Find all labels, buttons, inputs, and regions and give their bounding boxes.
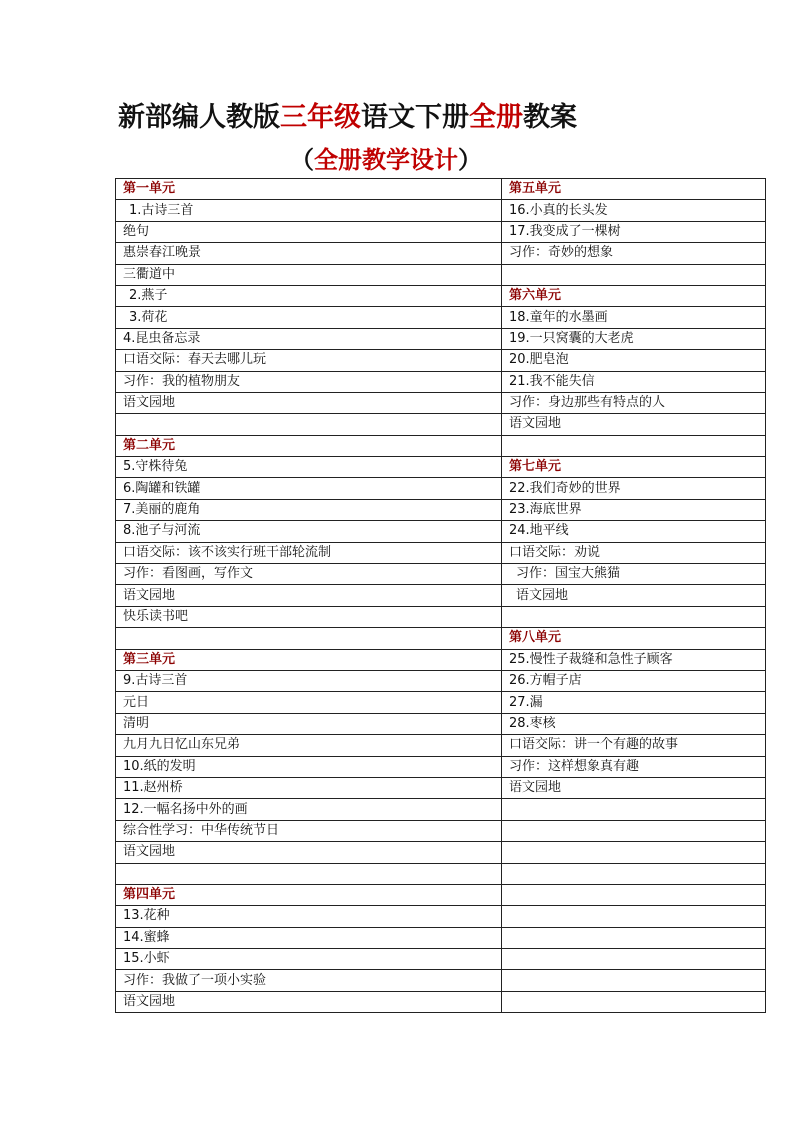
lesson-cell-left: 语文园地 bbox=[116, 991, 502, 1012]
table-row bbox=[116, 756, 766, 777]
table-row bbox=[116, 478, 766, 499]
table-row bbox=[116, 371, 766, 392]
lesson-cell-right: 26.方帽子店 bbox=[502, 670, 766, 691]
unit-heading-cell-left: 第四单元 bbox=[116, 884, 502, 905]
lesson-cell-left: 2.燕子 bbox=[116, 285, 502, 306]
table-row bbox=[116, 713, 766, 734]
title-part-1: 新部编人教版 bbox=[118, 102, 280, 133]
lesson-cell-right: 语文园地 bbox=[502, 414, 766, 435]
lesson-cell-right: 语文园地 bbox=[502, 585, 766, 606]
table-row bbox=[116, 927, 766, 948]
lesson-cell-right bbox=[502, 435, 766, 456]
lesson-cell-right: 23.海底世界 bbox=[502, 499, 766, 520]
lesson-cell-right bbox=[502, 991, 766, 1012]
lesson-cell-right bbox=[502, 820, 766, 841]
table-row bbox=[116, 820, 766, 841]
lesson-cell-right: 20.肥皂泡 bbox=[502, 350, 766, 371]
table-row bbox=[116, 906, 766, 927]
lesson-cell-right: 口语交际：讲一个有趣的故事 bbox=[502, 735, 766, 756]
lesson-cell-right bbox=[502, 970, 766, 991]
table-row bbox=[116, 414, 766, 435]
lesson-cell-left: 12.一幅名扬中外的画 bbox=[116, 799, 502, 820]
lesson-cell-left: 5.守株待兔 bbox=[116, 457, 502, 478]
lesson-cell-left: 13.花种 bbox=[116, 906, 502, 927]
lesson-cell-left: 绝句 bbox=[116, 221, 502, 242]
title-part-3: 语文下册 bbox=[361, 102, 469, 133]
lesson-cell-right: 18.童年的水墨画 bbox=[502, 307, 766, 328]
table-row bbox=[116, 542, 766, 563]
lesson-cell-left: 三衢道中 bbox=[116, 264, 502, 285]
lesson-cell-left bbox=[116, 414, 502, 435]
table-row bbox=[116, 521, 766, 542]
contents-table bbox=[115, 178, 766, 1013]
table-row bbox=[116, 842, 766, 863]
unit-heading-cell-right: 第七单元 bbox=[502, 457, 766, 478]
lesson-cell-right: 16.小真的长头发 bbox=[502, 200, 766, 221]
lesson-cell-right bbox=[502, 606, 766, 627]
title-full-volume-highlight: 全册 bbox=[469, 102, 523, 133]
lesson-cell-right: 21.我不能失信 bbox=[502, 371, 766, 392]
table-row bbox=[116, 970, 766, 991]
subtitle-open-paren: （ bbox=[290, 145, 314, 174]
lesson-cell-right: 28.枣核 bbox=[502, 713, 766, 734]
lesson-cell-left: 习作：我做了一项小实验 bbox=[116, 970, 502, 991]
lesson-cell-left: 3.荷花 bbox=[116, 307, 502, 328]
table-row bbox=[116, 606, 766, 627]
table-row bbox=[116, 649, 766, 670]
lesson-cell-right: 25.慢性子裁缝和急性子顾客 bbox=[502, 649, 766, 670]
lesson-cell-left: 语文园地 bbox=[116, 842, 502, 863]
lesson-cell-left: 元日 bbox=[116, 692, 502, 713]
table-row bbox=[116, 777, 766, 798]
document-subtitle bbox=[290, 142, 482, 178]
lesson-cell-right: 22.我们奇妙的世界 bbox=[502, 478, 766, 499]
unit-heading-cell-right: 第八单元 bbox=[502, 628, 766, 649]
unit-heading-cell-left: 第二单元 bbox=[116, 435, 502, 456]
table-row bbox=[116, 884, 766, 905]
table-row bbox=[116, 179, 766, 200]
lesson-cell-left: 口语交际：该不该实行班干部轮流制 bbox=[116, 542, 502, 563]
lesson-cell-right: 17.我变成了一棵树 bbox=[502, 221, 766, 242]
lesson-cell-right: 24.地平线 bbox=[502, 521, 766, 542]
table-row bbox=[116, 328, 766, 349]
lesson-cell-right: 27.漏 bbox=[502, 692, 766, 713]
subtitle-close-paren: ） bbox=[458, 145, 482, 174]
table-row bbox=[116, 285, 766, 306]
lesson-cell-left: 7.美丽的鹿角 bbox=[116, 499, 502, 520]
lesson-cell-left: 语文园地 bbox=[116, 392, 502, 413]
lesson-cell-left: 快乐读书吧 bbox=[116, 606, 502, 627]
document-title bbox=[118, 98, 778, 138]
lesson-cell-left: 1.古诗三首 bbox=[116, 200, 502, 221]
unit-heading-cell-left: 第三单元 bbox=[116, 649, 502, 670]
lesson-cell-right bbox=[502, 799, 766, 820]
unit-heading-cell-left: 第一单元 bbox=[116, 179, 502, 200]
lesson-cell-right: 习作：国宝大熊猫 bbox=[502, 564, 766, 585]
lesson-cell-right: 口语交际：劝说 bbox=[502, 542, 766, 563]
table-row bbox=[116, 991, 766, 1012]
lesson-cell-right bbox=[502, 264, 766, 285]
lesson-cell-right bbox=[502, 927, 766, 948]
table-row bbox=[116, 799, 766, 820]
lesson-cell-right: 习作：奇妙的想象 bbox=[502, 243, 766, 264]
lesson-cell-right: 语文园地 bbox=[502, 777, 766, 798]
unit-heading-cell-right: 第六单元 bbox=[502, 285, 766, 306]
table-row bbox=[116, 264, 766, 285]
lesson-cell-right: 19.一只窝囊的大老虎 bbox=[502, 328, 766, 349]
lesson-cell-left: 15.小虾 bbox=[116, 949, 502, 970]
table-row bbox=[116, 670, 766, 691]
lesson-cell-left: 11.赵州桥 bbox=[116, 777, 502, 798]
lesson-cell-right bbox=[502, 842, 766, 863]
table-row bbox=[116, 392, 766, 413]
table-row bbox=[116, 499, 766, 520]
table-row bbox=[116, 221, 766, 242]
table-row bbox=[116, 628, 766, 649]
lesson-cell-left: 习作：我的植物朋友 bbox=[116, 371, 502, 392]
lesson-cell-left: 6.陶罐和铁罐 bbox=[116, 478, 502, 499]
title-part-5: 教案 bbox=[523, 102, 577, 133]
lesson-cell-left: 习作：看图画，写作文 bbox=[116, 564, 502, 585]
table-row bbox=[116, 949, 766, 970]
lesson-cell-right: 习作：身边那些有特点的人 bbox=[502, 392, 766, 413]
unit-heading-cell-right: 第五单元 bbox=[502, 179, 766, 200]
lesson-cell-right bbox=[502, 884, 766, 905]
lesson-cell-left: 语文园地 bbox=[116, 585, 502, 606]
lesson-cell-left: 8.池子与河流 bbox=[116, 521, 502, 542]
table-row bbox=[116, 200, 766, 221]
table-row bbox=[116, 564, 766, 585]
lesson-cell-left: 口语交际：春天去哪儿玩 bbox=[116, 350, 502, 371]
lesson-cell-right: 习作：这样想象真有趣 bbox=[502, 756, 766, 777]
lesson-cell-right bbox=[502, 949, 766, 970]
lesson-cell-left: 综合性学习：中华传统节日 bbox=[116, 820, 502, 841]
table-row bbox=[116, 585, 766, 606]
table-row bbox=[116, 863, 766, 884]
lesson-cell-left: 惠崇春江晚景 bbox=[116, 243, 502, 264]
contents-table-body bbox=[116, 179, 766, 1013]
lesson-cell-left bbox=[116, 628, 502, 649]
lesson-cell-left: 九月九日忆山东兄弟 bbox=[116, 735, 502, 756]
lesson-cell-right bbox=[502, 906, 766, 927]
title-grade-highlight: 三年级 bbox=[280, 102, 361, 133]
table-row bbox=[116, 457, 766, 478]
subtitle-text: 全册教学设计 bbox=[314, 145, 458, 174]
lesson-cell-left: 14.蜜蜂 bbox=[116, 927, 502, 948]
table-row bbox=[116, 692, 766, 713]
table-row bbox=[116, 735, 766, 756]
table-row bbox=[116, 435, 766, 456]
lesson-cell-right bbox=[502, 863, 766, 884]
lesson-cell-left: 4.昆虫备忘录 bbox=[116, 328, 502, 349]
lesson-cell-left: 10.纸的发明 bbox=[116, 756, 502, 777]
lesson-cell-left: 9.古诗三首 bbox=[116, 670, 502, 691]
table-row bbox=[116, 307, 766, 328]
table-row bbox=[116, 350, 766, 371]
lesson-cell-left bbox=[116, 863, 502, 884]
table-row bbox=[116, 243, 766, 264]
lesson-cell-left: 清明 bbox=[116, 713, 502, 734]
